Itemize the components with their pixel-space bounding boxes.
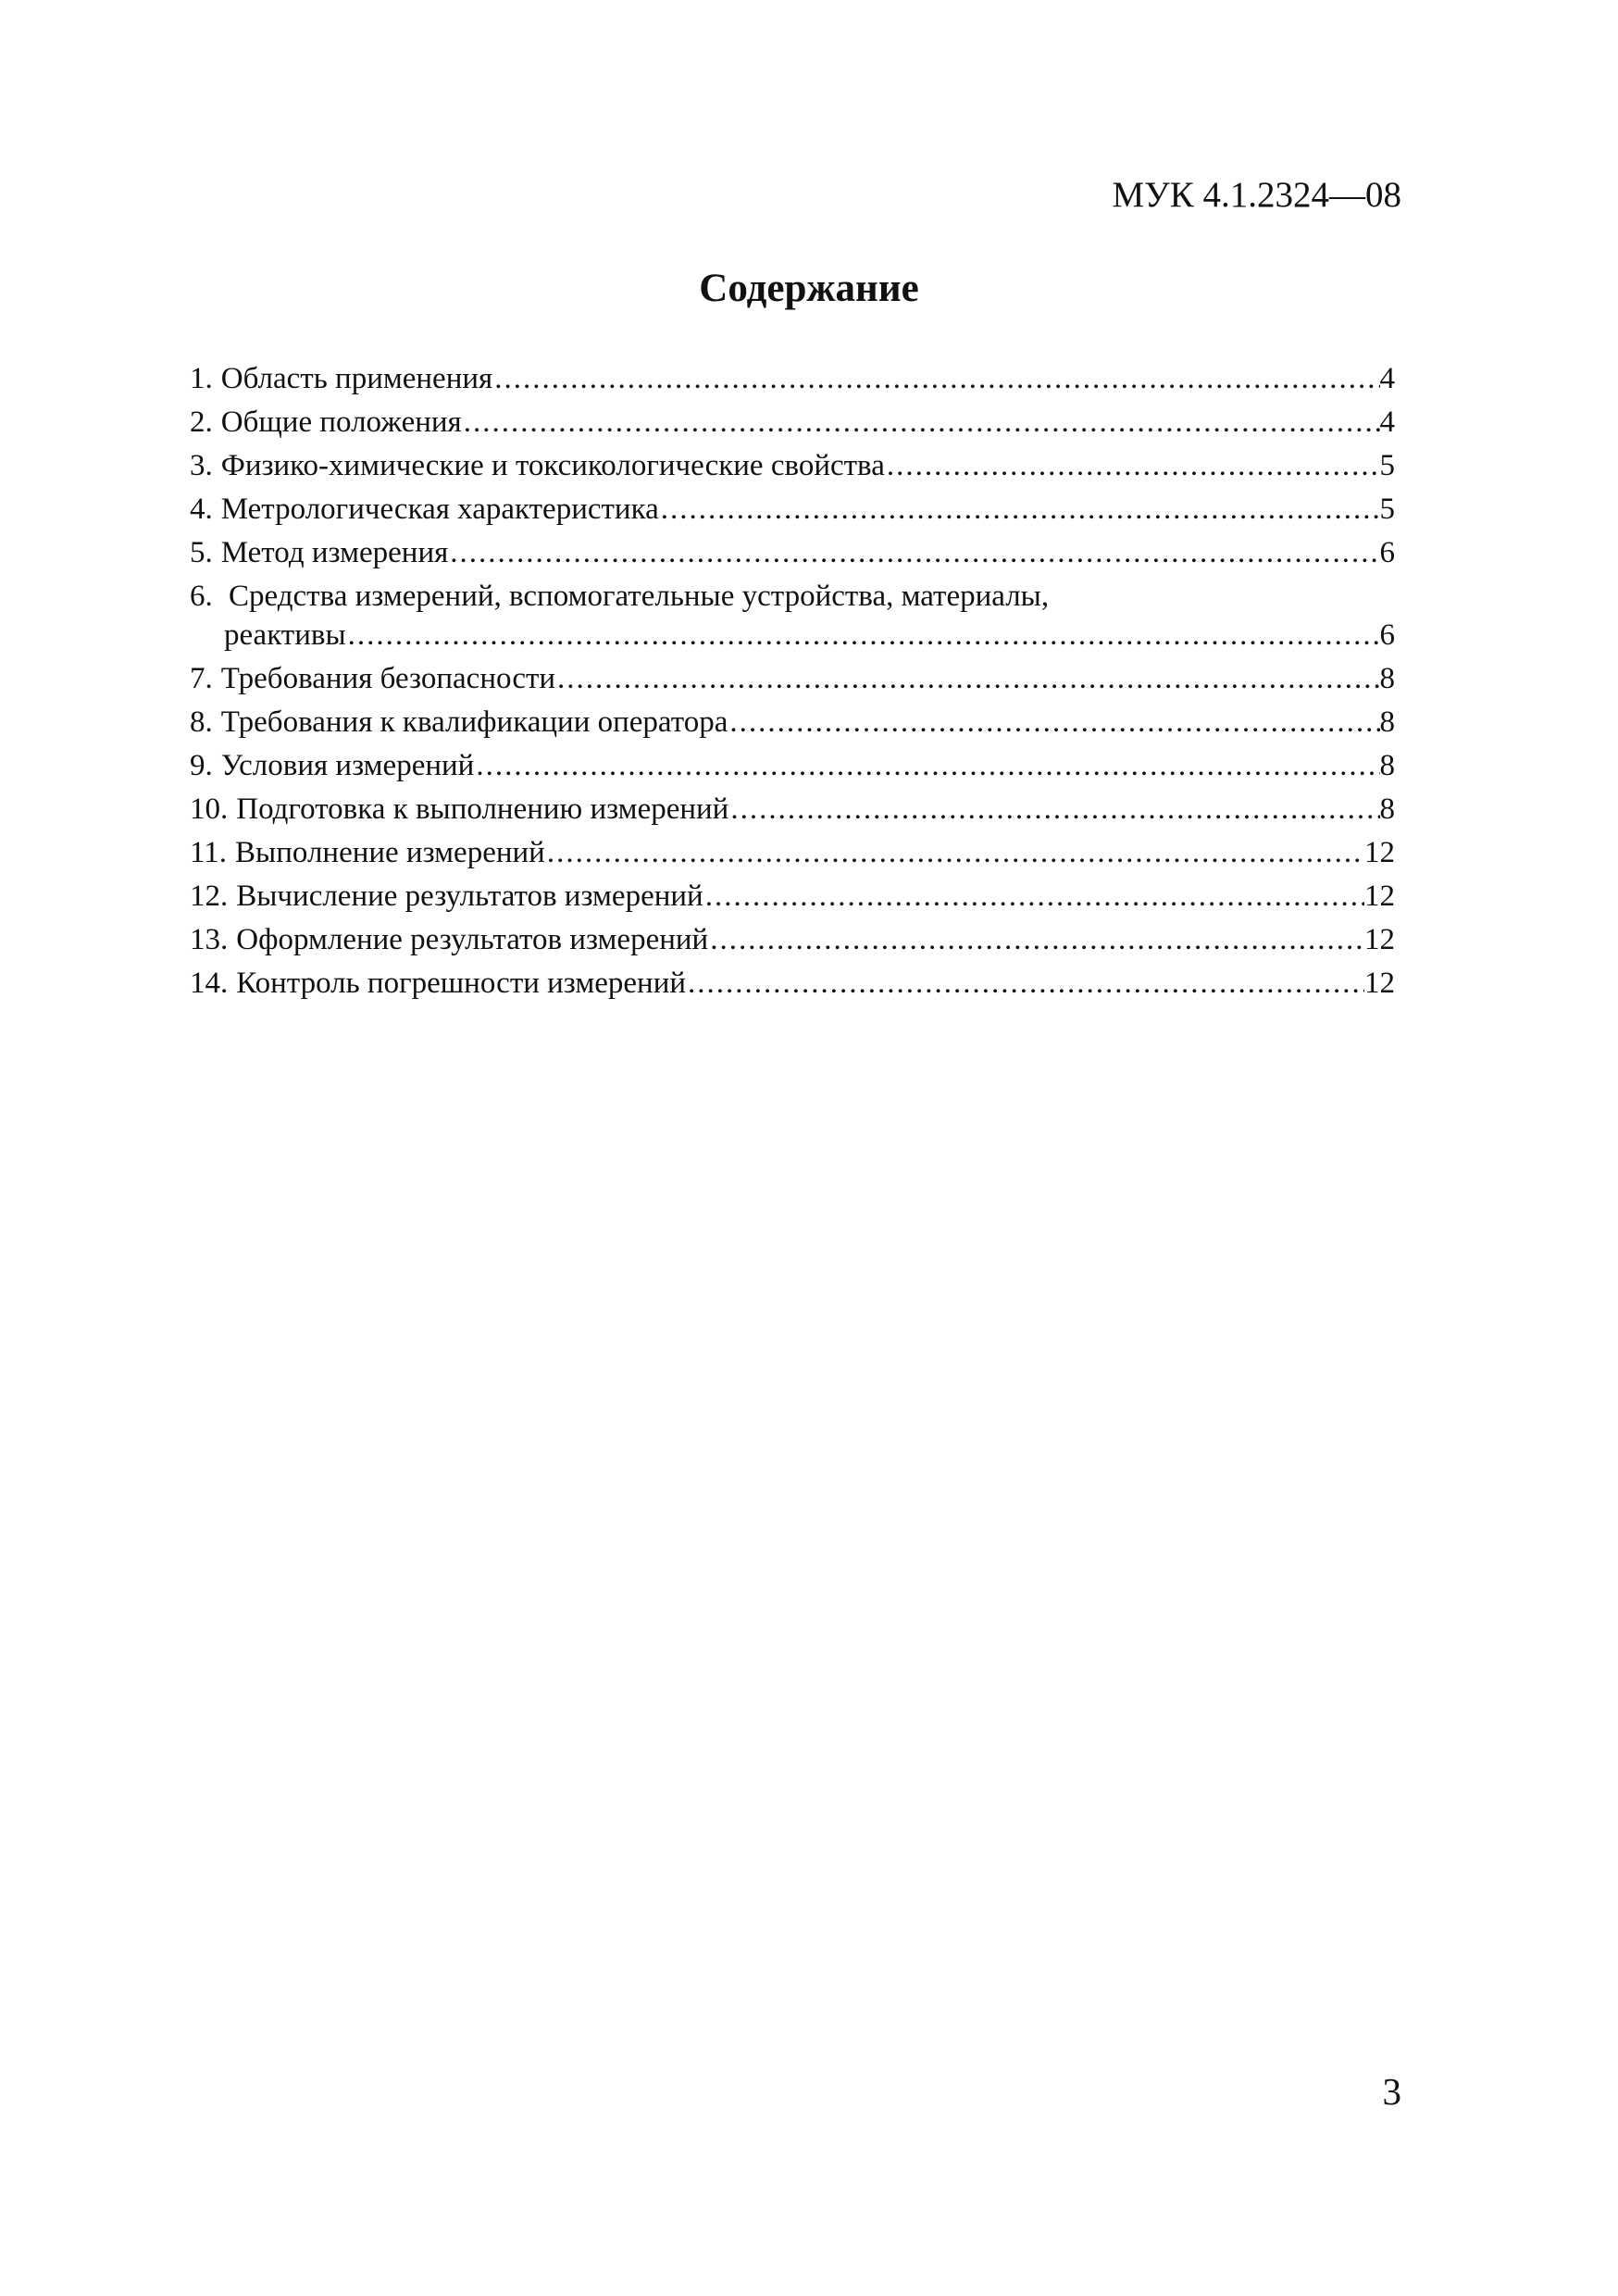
toc-item-title: Вычисление результатов измерений xyxy=(236,880,703,913)
toc-item-page: 6 xyxy=(1379,536,1395,569)
toc-dot-leader xyxy=(703,875,1364,918)
toc-item-title: Общие положения xyxy=(220,406,462,439)
toc-item-title: Оформление результатов измерений xyxy=(236,923,709,956)
toc-dot-leader xyxy=(545,831,1364,875)
toc-item-number: 9. xyxy=(190,749,213,782)
toc-item-10 xyxy=(190,788,1395,831)
toc-item-number: 1. xyxy=(190,362,213,395)
page-title: Содержание xyxy=(699,267,919,310)
toc-item-title: Подготовка к выполнению измерений xyxy=(236,792,729,826)
toc-item-title: Физико-химические и токсикологические свойства xyxy=(220,449,885,482)
toc-item-title: Контроль погрешности измерений xyxy=(236,967,687,1000)
toc-item-14 xyxy=(190,962,1395,1005)
toc-item-page: 8 xyxy=(1379,662,1395,695)
toc-item-number: 14. xyxy=(190,967,229,1000)
toc-item-page: 12 xyxy=(1364,836,1395,869)
toc-item-page: 12 xyxy=(1364,923,1395,956)
toc-item-number: 5. xyxy=(190,536,213,569)
toc-item-5 xyxy=(190,531,1395,575)
toc-item-number: 2. xyxy=(190,406,213,439)
toc-item-number: 6. xyxy=(190,580,213,613)
toc-item-number: 8. xyxy=(190,705,213,739)
toc-dot-leader xyxy=(728,788,1379,831)
toc-item-title-line1: Средства измерений, вспомогательные устройства, материалы, xyxy=(229,580,1050,613)
toc-item-9 xyxy=(190,744,1395,788)
toc-item-page: 12 xyxy=(1364,967,1395,1000)
toc-dot-leader xyxy=(555,657,1379,701)
toc-item-page: 8 xyxy=(1379,792,1395,826)
toc-item-title: Область применения xyxy=(220,362,493,395)
toc-item-page: 4 xyxy=(1379,406,1395,439)
toc-item-7 xyxy=(190,657,1395,701)
toc-item-number: 13. xyxy=(190,923,229,956)
toc-dot-leader xyxy=(462,401,1380,444)
toc-dot-leader xyxy=(346,614,1380,657)
toc-dot-leader xyxy=(728,701,1379,744)
toc-item-number: 7. xyxy=(190,662,213,695)
toc-item-page: 12 xyxy=(1364,880,1395,913)
toc-dot-leader xyxy=(474,744,1379,788)
toc-item-11 xyxy=(190,831,1395,875)
toc-item-1 xyxy=(190,357,1395,401)
toc-item-page: 4 xyxy=(1379,362,1395,395)
toc-item-number: 12. xyxy=(190,880,229,913)
toc-item-page: 8 xyxy=(1379,749,1395,782)
toc-dot-leader xyxy=(492,357,1379,401)
page-number: 3 xyxy=(1382,2070,1401,2113)
toc-dot-leader xyxy=(659,488,1380,531)
toc-item-6 xyxy=(190,575,1395,657)
table-of-contents xyxy=(190,357,1395,1005)
toc-item-title: Условия измерений xyxy=(220,749,475,782)
toc-item-number: 3. xyxy=(190,449,213,482)
toc-item-title: Требования к квалификации оператора xyxy=(220,705,728,739)
toc-dot-leader xyxy=(448,531,1379,575)
toc-item-12 xyxy=(190,875,1395,918)
document-code: МУК 4.1.2324—08 xyxy=(1112,175,1401,215)
toc-dot-leader xyxy=(708,918,1364,962)
toc-item-number: 4. xyxy=(190,493,213,526)
toc-item-4 xyxy=(190,488,1395,531)
toc-item-title: Метрологическая характеристика xyxy=(220,493,659,526)
toc-item-13 xyxy=(190,918,1395,962)
toc-item-8 xyxy=(190,701,1395,744)
toc-item-title-line2: реактивы xyxy=(224,618,346,652)
toc-item-number: 10. xyxy=(190,792,229,826)
toc-item-page: 5 xyxy=(1379,449,1395,482)
toc-item-title: Выполнение измерений xyxy=(235,836,545,869)
toc-dot-leader xyxy=(686,962,1364,1005)
toc-item-page: 5 xyxy=(1379,493,1395,526)
toc-item-title: Метод измерения xyxy=(220,536,449,569)
toc-item-2 xyxy=(190,401,1395,444)
toc-item-title: Требования безопасности xyxy=(220,662,556,695)
toc-item-number: 11. xyxy=(190,836,228,869)
toc-item-3 xyxy=(190,444,1395,488)
toc-dot-leader xyxy=(885,444,1380,488)
toc-item-page: 6 xyxy=(1379,618,1395,652)
toc-item-page: 8 xyxy=(1379,705,1395,739)
